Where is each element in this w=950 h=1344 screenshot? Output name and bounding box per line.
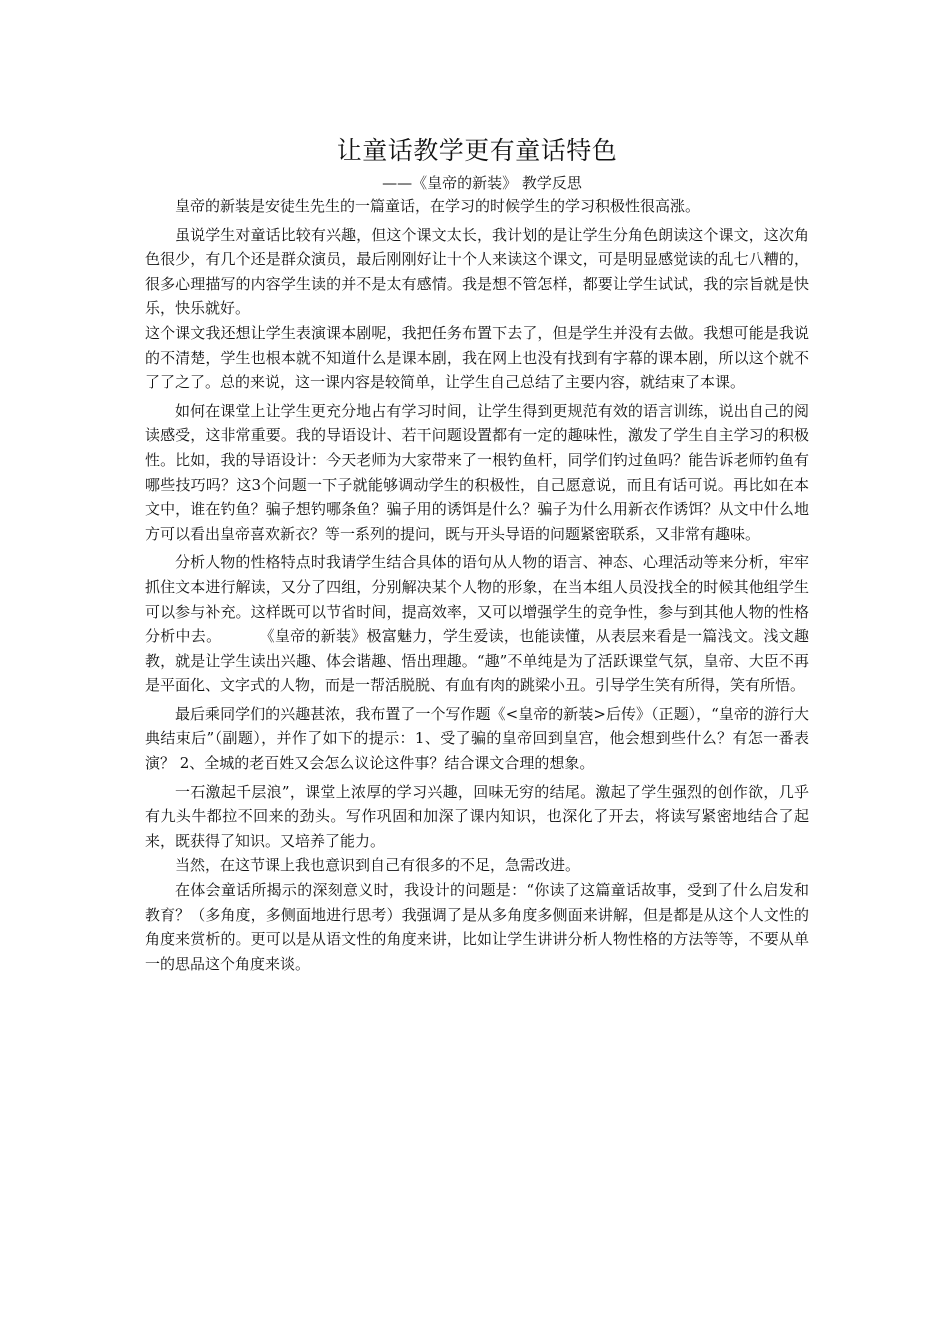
paragraph-8: 当然，在这节课上我也意识到自己有很多的不足，急需改进。 xyxy=(175,856,581,875)
paragraph-9: 在体会童话所揭示的深刻意义时，我设计的问题是：“你读了这篇童话故事，受到了什么启发和教育？（多角度，多侧面地进行思考）我强调了是从多角度多侧面来讲解，但是都是从这个人文性的角度来赏析的。更可以是从语文性的角度来讲，比如让学生讲讲分析人物性格的方法等等，不要从单一的思品这个角度来谈。 xyxy=(145,881,809,973)
paragraph-5-part-2: 《皇帝的新装》极富魅力，学生爱读，也能读懂，从表层来看是一篇浅文。浅文趣教，就是让学生读出兴趣、体会谐趣、悟出理趣。“趣”不单纯是为了活跃课堂气氛，皇帝、大臣不再是平面化、文字式的人物，而是一帮活脱脱、有血有肉的跳梁小丑。引导学生笑有所得，笑有所悟。 xyxy=(145,627,809,695)
paragraph-2: 虽说学生对童话比较有兴趣，但这个课文太长，我计划的是让学生分角色朗读这个课文，这次角色很少，有几个还是群众演员，最后刚刚好让十个人来读这个课文，可是明显感觉读的乱七八糟的，很多心理描写的内容学生读的并不是太有感情。我是想不管怎样，都要让学生试试，我的宗旨就是快乐，快乐就好。 xyxy=(145,225,809,318)
paragraph-3: 这个课文我还想让学生表演课本剧呢，我把任务布置下去了，但是学生并没有去做。我想可能是我说的不清楚，学生也根本就不知道什么是课本剧，我在网上也没有找到有字幕的课本剧，所以这个就不了了之了。总的来说，这一课内容是较简单，让学生自己总结了主要内容，就结束了本课。 xyxy=(145,323,809,392)
document-body xyxy=(145,132,809,976)
document-subtitle: ——《皇帝的新装》 教学反思 xyxy=(382,174,582,192)
paragraph-6: 最后乘同学们的兴趣甚浓，我布置了一个写作题《<皇帝的新装>后传》（正题），“皇帝的游行大典结束后”（副题），并作了如下的提示：1、受了骗的皇帝回到皇宫，他会想到些什么？有怎一番表演？ 2、全城的老百姓又会怎么议论这件事？结合课文合理的想象。 xyxy=(145,704,809,773)
paragraph-7: 一石激起千层浪”，课堂上浓厚的学习兴趣，回味无穷的结尾。激起了学生强烈的创作欲，几乎有九头牛都拉不回来的劲头。写作巩固和加深了课内知识，也深化了开去，将读写紧密地结合了起来，既获得了知识。又培养了能力。 xyxy=(145,782,809,850)
paragraph-4: 如何在课堂上让学生更充分地占有学习时间，让学生得到更规范有效的语言训练，说出自己的阅读感受，这非常重要。我的导语设计、若干问题设置都有一定的趣味性，激发了学生自主学习的积极性。比如，我的导语设计：今天老师为大家带来了一根钓鱼杆，同学们钓过鱼吗？能告诉老师钓鱼有哪些技巧吗？这3个问题一下子就能够调动学生的积极性，自己愿意说，而且有话可说。再比如在本文中，谁在钓鱼？骗子想钓哪条鱼？骗子用的诱饵是什么？骗子为什么用新衣作诱饵？从文中什么地方可以看出皇帝喜欢新衣？等一系列的提问，既与开头导语的问题紧密联系，又非常有趣味。 xyxy=(145,401,809,543)
paragraph-5 xyxy=(145,550,809,698)
paragraph-5-part-1: 分析人物的性格特点时我请学生结合具体的语句从人物的语言、神态、心理活动等来分析，牢牢抓住文本进行解读，又分了四组，分别解决某个人物的形象，在当本组人员没找全的时候其他组学生可以参与补充。这样既可以节省时间，提高效率，又可以增强学生的竞争性，参与到其他人物的性格分析中去。 xyxy=(145,553,809,646)
paragraph-1: 皇帝的新装是安徒生先生的一篇童话，在学习的时候学生的学习积极性很高涨。 xyxy=(175,197,701,215)
document-title: 让童话教学更有童话特色 xyxy=(336,136,618,165)
